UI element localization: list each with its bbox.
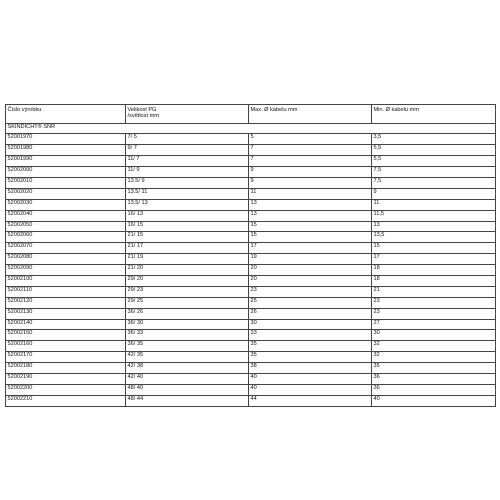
cell-product-number: 52002100 [6, 275, 126, 286]
header-line: Min. Ø kabelu mm [373, 106, 419, 113]
cell-min-diameter: 32 [372, 341, 496, 352]
cell-min-diameter: 23 [372, 308, 496, 319]
cell-max-diameter: 25 [249, 297, 372, 308]
table-row [6, 373, 496, 384]
table-row [6, 308, 496, 319]
table-row [6, 145, 496, 156]
cell-product-number: 52002000 [6, 167, 126, 178]
cell-pg-size: 42/ 40 [126, 373, 249, 384]
cell-pg-size: 42/ 35 [126, 352, 249, 363]
cell-max-diameter: 17 [249, 243, 372, 254]
cell-max-diameter: 13 [249, 210, 372, 221]
cell-min-diameter: 13,5 [372, 232, 496, 243]
cell-product-number: 52002140 [6, 319, 126, 330]
cell-max-diameter: 11 [249, 188, 372, 199]
cell-product-number: 52002160 [6, 341, 126, 352]
cell-min-diameter: 18 [372, 265, 496, 276]
header-row [6, 105, 496, 124]
cell-product-number: 52002150 [6, 330, 126, 341]
header-line: /světlost mm [127, 113, 159, 120]
cell-pg-size: 36/ 30 [126, 319, 249, 330]
table-row [6, 363, 496, 374]
cell-min-diameter: 40 [372, 395, 496, 406]
cell-max-diameter: 9 [249, 167, 372, 178]
cell-product-number: 52002180 [6, 363, 126, 374]
cell-product-number: 52002060 [6, 232, 126, 243]
cell-min-diameter: 36 [372, 373, 496, 384]
cell-product-number: 52002050 [6, 221, 126, 232]
table-row [6, 384, 496, 395]
cell-min-diameter: 11,5 [372, 210, 496, 221]
product-table-sheet [5, 104, 495, 407]
table-header [6, 105, 496, 124]
cell-max-diameter: 7 [249, 145, 372, 156]
cell-product-number: 52002120 [6, 297, 126, 308]
table-row [6, 275, 496, 286]
table-row [6, 177, 496, 188]
table-row [6, 232, 496, 243]
cell-min-diameter: 18 [372, 275, 496, 286]
cell-pg-size: 7/ 5 [126, 134, 249, 145]
cell-pg-size: 29/ 20 [126, 275, 249, 286]
cell-pg-size: 48/ 40 [126, 384, 249, 395]
cell-pg-size: 36/ 35 [126, 341, 249, 352]
table-row [6, 156, 496, 167]
cell-pg-size: 48/ 44 [126, 395, 249, 406]
cell-pg-size: 11/ 9 [126, 167, 249, 178]
header-min-cable-diameter [372, 105, 496, 124]
cell-max-diameter: 9 [249, 177, 372, 188]
table-row [6, 254, 496, 265]
cell-min-diameter: 9 [372, 188, 496, 199]
table-row [6, 330, 496, 341]
cell-pg-size: 21/ 17 [126, 243, 249, 254]
cell-product-number: 52002030 [6, 199, 126, 210]
cell-pg-size: 29/ 25 [126, 297, 249, 308]
cell-product-number: 52002200 [6, 384, 126, 395]
cell-max-diameter: 5 [249, 134, 372, 145]
cell-min-diameter: 7,5 [372, 177, 496, 188]
cell-pg-size: 13.5/ 11 [126, 188, 249, 199]
table-body [6, 123, 496, 406]
header-line: Číslo výrobku [7, 106, 42, 113]
cell-product-number: 52001970 [6, 134, 126, 145]
cell-min-diameter: 17 [372, 254, 496, 265]
cell-max-diameter: 35 [249, 352, 372, 363]
cell-pg-size: 13.5/ 13 [126, 199, 249, 210]
cell-min-diameter: 3,5 [372, 134, 496, 145]
cell-pg-size: 21/ 15 [126, 232, 249, 243]
cell-min-diameter: 35 [372, 363, 496, 374]
header-pg-size [126, 105, 249, 124]
cable-gland-table [5, 104, 496, 407]
cell-max-diameter: 20 [249, 265, 372, 276]
table-row [6, 134, 496, 145]
cell-pg-size: 42/ 38 [126, 363, 249, 374]
cell-product-number: 52002210 [6, 395, 126, 406]
cell-max-diameter: 15 [249, 232, 372, 243]
cell-min-diameter: 23 [372, 297, 496, 308]
cell-max-diameter: 7 [249, 156, 372, 167]
cell-product-number: 52002090 [6, 265, 126, 276]
cell-max-diameter: 26 [249, 308, 372, 319]
group-row-filler [126, 123, 496, 134]
cell-max-diameter: 40 [249, 373, 372, 384]
table-row [6, 297, 496, 308]
cell-min-diameter: 13 [372, 221, 496, 232]
cell-max-diameter: 30 [249, 319, 372, 330]
table-row [6, 167, 496, 178]
cell-max-diameter: 35 [249, 341, 372, 352]
cell-pg-size: 21/ 20 [126, 265, 249, 276]
cell-product-number: 52002170 [6, 352, 126, 363]
cell-max-diameter: 13 [249, 199, 372, 210]
cell-pg-size: 29/ 23 [126, 286, 249, 297]
cell-product-number: 52001990 [6, 156, 126, 167]
cell-pg-size: 21/ 19 [126, 254, 249, 265]
cell-max-diameter: 20 [249, 275, 372, 286]
cell-min-diameter: 36 [372, 384, 496, 395]
table-row [6, 352, 496, 363]
cell-min-diameter: 32 [372, 352, 496, 363]
table-row [6, 341, 496, 352]
header-max-cable-diameter [249, 105, 372, 124]
cell-product-number: 52001980 [6, 145, 126, 156]
cell-max-diameter: 44 [249, 395, 372, 406]
cell-product-number: 52002070 [6, 243, 126, 254]
cell-min-diameter: 27 [372, 319, 496, 330]
cell-product-number: 52002080 [6, 254, 126, 265]
cell-min-diameter: 30 [372, 330, 496, 341]
cell-product-number: 52002040 [6, 210, 126, 221]
cell-max-diameter: 40 [249, 384, 372, 395]
table-row [6, 395, 496, 406]
header-line: Velikost PG [127, 106, 157, 113]
cell-pg-size: 11/ 7 [126, 156, 249, 167]
cell-product-number: 52002130 [6, 308, 126, 319]
cell-max-diameter: 15 [249, 221, 372, 232]
table-row [6, 210, 496, 221]
cell-min-diameter: 5,5 [372, 156, 496, 167]
cell-max-diameter: 23 [249, 286, 372, 297]
header-product-number [6, 105, 126, 124]
header-line: Max. Ø kabelu mm [250, 106, 298, 113]
cell-min-diameter: 11 [372, 199, 496, 210]
cell-min-diameter: 15 [372, 243, 496, 254]
table-row [6, 286, 496, 297]
group-row [6, 123, 496, 134]
cell-max-diameter: 19 [249, 254, 372, 265]
table-row [6, 188, 496, 199]
cell-pg-size: 36/ 26 [126, 308, 249, 319]
cell-product-number: 52002190 [6, 373, 126, 384]
table-row [6, 243, 496, 254]
cell-pg-size: 9/ 7 [126, 145, 249, 156]
cell-pg-size: 36/ 33 [126, 330, 249, 341]
cell-product-number: 52002110 [6, 286, 126, 297]
cell-max-diameter: 33 [249, 330, 372, 341]
cell-pg-size: 13.5/ 9 [126, 177, 249, 188]
cell-pg-size: 16/ 15 [126, 221, 249, 232]
table-row [6, 265, 496, 276]
cell-pg-size: 16/ 13 [126, 210, 249, 221]
cell-product-number: 52002010 [6, 177, 126, 188]
table-row [6, 221, 496, 232]
cell-product-number: 52002020 [6, 188, 126, 199]
group-label: SKINDICHT® SNR [6, 123, 126, 134]
table-row [6, 319, 496, 330]
cell-max-diameter: 38 [249, 363, 372, 374]
cell-min-diameter: 5,5 [372, 145, 496, 156]
cell-min-diameter: 7,5 [372, 167, 496, 178]
table-row [6, 199, 496, 210]
cell-min-diameter: 21 [372, 286, 496, 297]
